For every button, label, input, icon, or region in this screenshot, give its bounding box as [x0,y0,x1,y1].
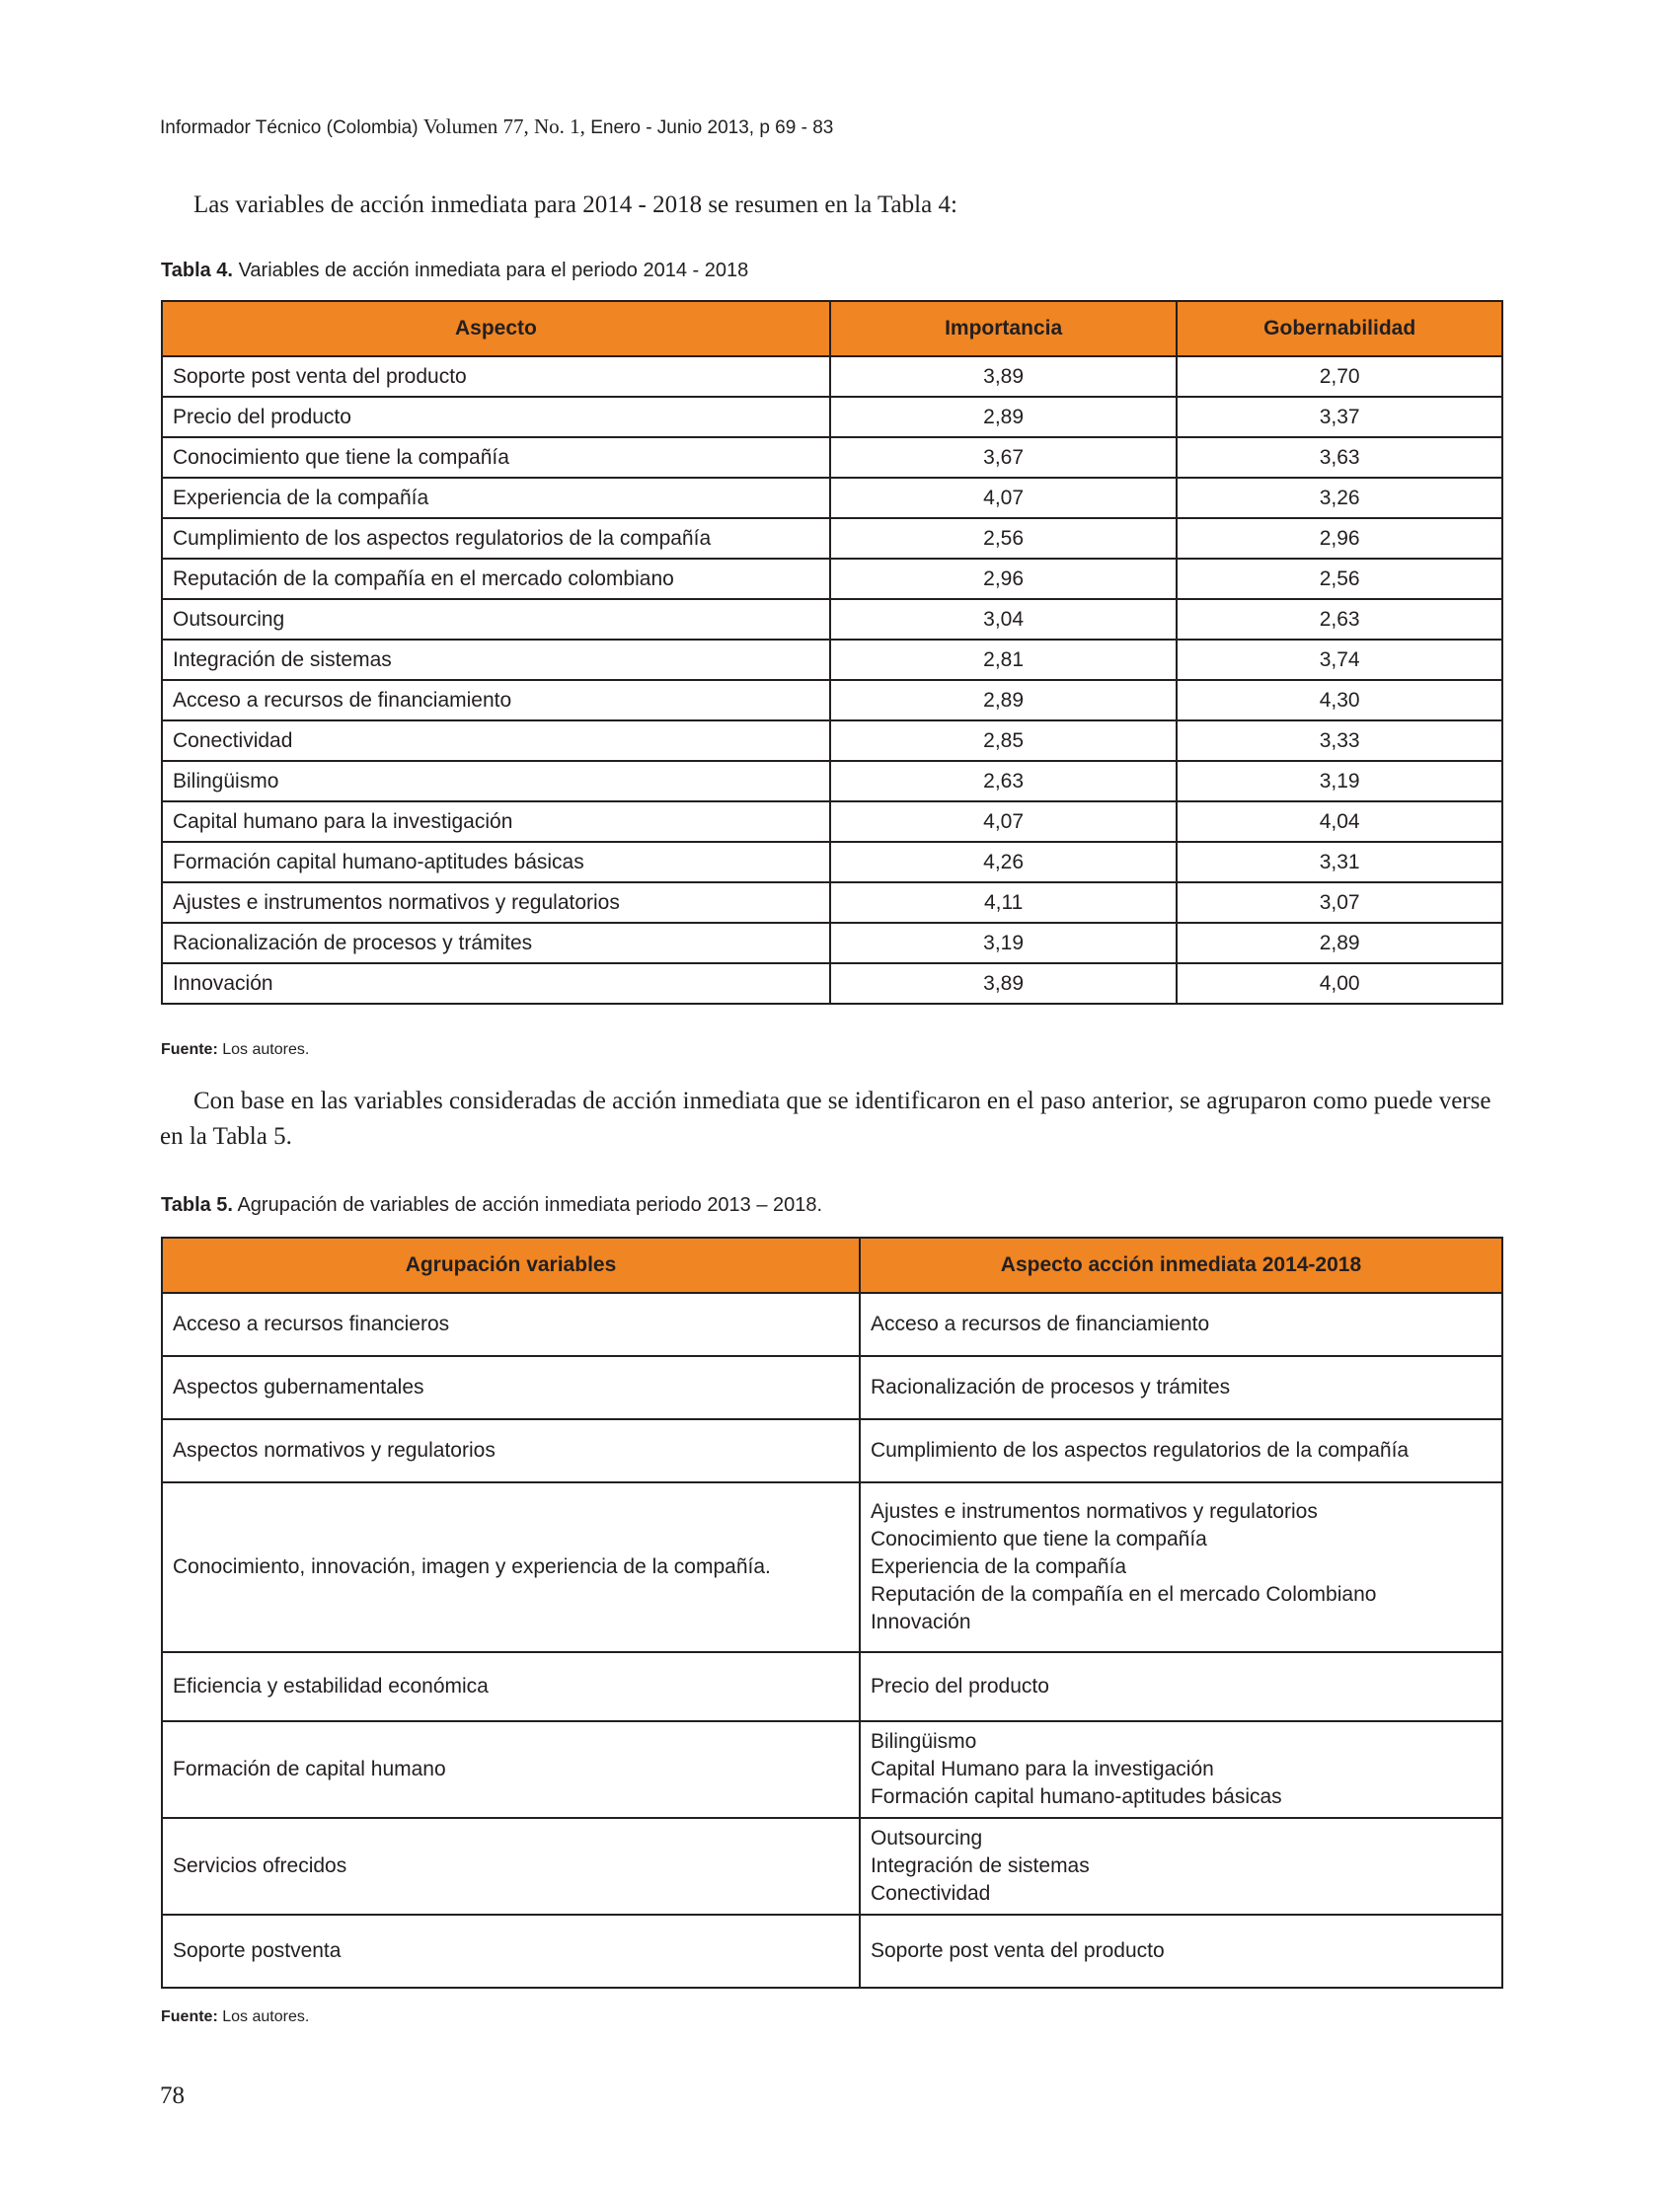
aspects-cell [860,1915,1502,1988]
aspect-item: Ajustes e instrumentos normativos y regulatorios [870,1500,1318,1523]
importance-cell: 2,63 [830,761,1177,801]
table-row [162,963,1502,1004]
aspect-item: Bilingüismo [870,1730,977,1753]
aspect-item: Cumplimiento de los aspectos regulatorios de la compañía [870,1439,1410,1462]
table5-header-agrupacion: Agrupación variables [162,1238,860,1293]
table-4 [161,300,1503,1005]
table-row [162,1818,1502,1915]
group-cell: Servicios ofrecidos [162,1818,860,1915]
table5-source [161,2008,309,2026]
aspects-cell [860,1652,1502,1721]
table4-source [161,1041,309,1059]
aspect-item: Reputación de la compañía en el mercado Colombiano [870,1583,1377,1606]
governability-cell: 2,70 [1177,356,1502,397]
aspect-cell: Bilingüismo [162,761,830,801]
table-row [162,1482,1502,1652]
group-cell: Aspectos gubernamentales [162,1356,860,1419]
table-row [162,720,1502,761]
table5-header-row [162,1238,1502,1293]
journal-volume: Volumen 77, No. 1, [422,114,585,138]
table-row [162,1293,1502,1356]
governability-cell: 4,04 [1177,801,1502,842]
governability-cell: 3,63 [1177,437,1502,478]
governability-cell: 2,96 [1177,518,1502,559]
importance-cell: 3,89 [830,963,1177,1004]
aspect-cell: Precio del producto [162,397,830,437]
importance-cell: 4,07 [830,801,1177,842]
running-header [160,114,833,139]
aspect-cell: Cumplimiento de los aspectos regulatorios de la compañía [162,518,830,559]
table-row [162,842,1502,882]
journal-name: Informador Técnico (Colombia) [160,117,419,138]
table-5 [161,1237,1503,1989]
importance-cell: 4,11 [830,882,1177,923]
table4-header-row [162,301,1502,356]
table5-caption [161,1194,822,1217]
group-cell: Formación de capital humano [162,1721,860,1818]
importance-cell: 2,96 [830,559,1177,599]
aspect-item: Precio del producto [870,1675,1049,1698]
aspect-item: Acceso a recursos de financiamiento [870,1313,1210,1335]
table5-header-aspecto: Aspecto acción inmediata 2014-2018 [860,1238,1502,1293]
aspects-cell [860,1356,1502,1419]
table4-source-label: Fuente: [161,1041,218,1058]
aspect-cell: Reputación de la compañía en el mercado colombiano [162,559,830,599]
aspect-cell: Formación capital humano-aptitudes básicas [162,842,830,882]
table4-header-importancia: Importancia [830,301,1177,356]
aspect-item: Innovación [870,1611,971,1633]
table5-source-label: Fuente: [161,2008,218,2025]
table-row [162,1721,1502,1818]
group-cell: Conocimiento, innovación, imagen y experiencia de la compañía. [162,1482,860,1652]
governability-cell: 3,31 [1177,842,1502,882]
importance-cell: 3,04 [830,599,1177,640]
table4-caption [161,260,748,282]
importance-cell: 2,89 [830,397,1177,437]
governability-cell: 3,37 [1177,397,1502,437]
aspects-cell [860,1721,1502,1818]
table-row [162,1652,1502,1721]
importance-cell: 4,26 [830,842,1177,882]
aspect-cell: Conocimiento que tiene la compañía [162,437,830,478]
aspects-cell [860,1419,1502,1482]
importance-cell: 2,89 [830,680,1177,720]
aspect-cell: Outsourcing [162,599,830,640]
table4-caption-label: Tabla 4. [161,260,233,281]
table-row [162,437,1502,478]
table-row [162,882,1502,923]
governability-cell: 2,56 [1177,559,1502,599]
table4-header-gobernabilidad: Gobernabilidad [1177,301,1502,356]
aspect-item: Formación capital humano-aptitudes básicas [870,1785,1282,1808]
group-cell: Soporte postventa [162,1915,860,1988]
table-row [162,478,1502,518]
aspect-cell: Integración de sistemas [162,640,830,680]
table-row [162,599,1502,640]
table5-caption-text: Agrupación de variables de acción inmediata periodo 2013 – 2018. [237,1194,823,1216]
table4-source-text: Los autores. [222,1041,310,1058]
table-row [162,1915,1502,1988]
table4-caption-text: Variables de acción inmediata para el periodo 2014 - 2018 [238,260,749,281]
aspect-cell: Capital humano para la investigación [162,801,830,842]
governability-cell: 2,89 [1177,923,1502,963]
table-row [162,801,1502,842]
aspects-cell [860,1482,1502,1652]
group-cell: Acceso a recursos financieros [162,1293,860,1356]
journal-issue: Enero - Junio 2013, p 69 - 83 [590,117,834,138]
table-row [162,559,1502,599]
aspect-cell: Soporte post venta del producto [162,356,830,397]
aspect-item: Conectividad [870,1882,991,1905]
group-cell: Aspectos normativos y regulatorios [162,1419,860,1482]
aspect-cell: Experiencia de la compañía [162,478,830,518]
table-row [162,356,1502,397]
governability-cell: 3,07 [1177,882,1502,923]
middle-paragraph: Con base en las variables consideradas de acción inmediata que se identificaron en el paso anterior, se agruparon como puede verse en la Tabla 5. [160,1088,1491,1150]
importance-cell: 3,19 [830,923,1177,963]
group-cell: Eficiencia y estabilidad económica [162,1652,860,1721]
table4-header-aspecto: Aspecto [162,301,830,356]
aspect-item: Racionalización de procesos y trámites [870,1376,1231,1398]
governability-cell: 4,30 [1177,680,1502,720]
importance-cell: 2,85 [830,720,1177,761]
importance-cell: 4,07 [830,478,1177,518]
aspect-cell: Ajustes e instrumentos normativos y regulatorios [162,882,830,923]
table-row [162,761,1502,801]
governability-cell: 3,19 [1177,761,1502,801]
aspects-cell [860,1818,1502,1915]
governability-cell: 3,74 [1177,640,1502,680]
table-row [162,640,1502,680]
table-row [162,518,1502,559]
aspect-cell: Innovación [162,963,830,1004]
table-row [162,923,1502,963]
aspect-item: Soporte post venta del producto [870,1939,1165,1962]
importance-cell: 3,89 [830,356,1177,397]
importance-cell: 2,56 [830,518,1177,559]
governability-cell: 4,00 [1177,963,1502,1004]
intro-paragraph: Las variables de acción inmediata para 2014 - 2018 se resumen en la Tabla 4: [193,191,957,218]
table-row [162,1356,1502,1419]
table5-caption-label: Tabla 5. [161,1194,233,1216]
importance-cell: 2,81 [830,640,1177,680]
page-number: 78 [160,2082,185,2109]
table5-source-text: Los autores. [222,2008,310,2025]
aspect-cell: Racionalización de procesos y trámites [162,923,830,963]
aspect-cell: Acceso a recursos de financiamiento [162,680,830,720]
aspect-item: Capital Humano para la investigación [870,1758,1214,1780]
table-row [162,397,1502,437]
governability-cell: 2,63 [1177,599,1502,640]
table-row [162,1419,1502,1482]
importance-cell: 3,67 [830,437,1177,478]
aspect-item: Integración de sistemas [870,1854,1090,1877]
aspects-cell [860,1293,1502,1356]
governability-cell: 3,26 [1177,478,1502,518]
aspect-item: Experiencia de la compañía [870,1555,1127,1578]
governability-cell: 3,33 [1177,720,1502,761]
table-row [162,680,1502,720]
aspect-item: Outsourcing [870,1827,983,1850]
aspect-cell: Conectividad [162,720,830,761]
aspect-item: Conocimiento que tiene la compañía [870,1528,1207,1550]
